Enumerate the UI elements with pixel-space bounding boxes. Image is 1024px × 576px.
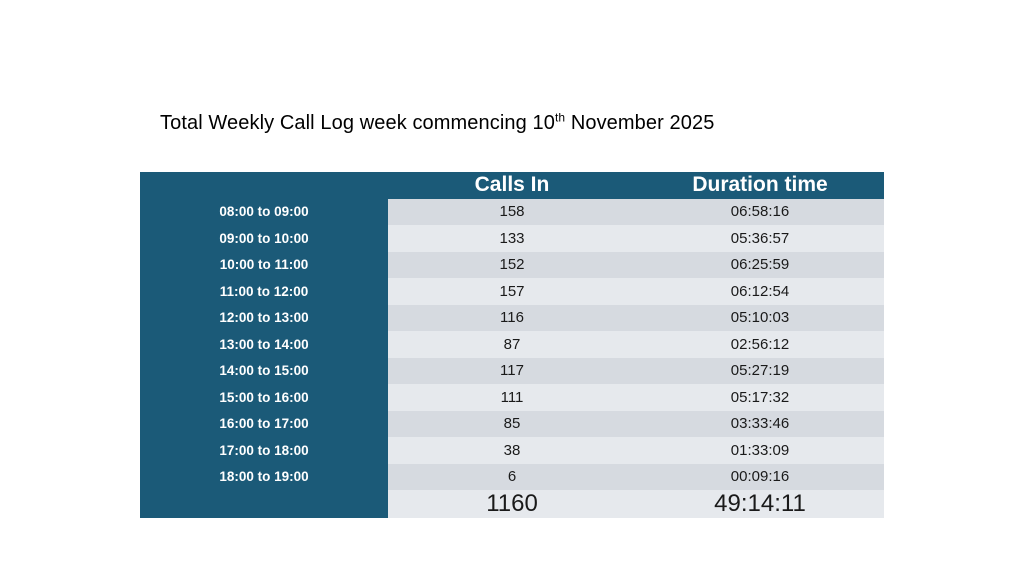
total-label [140,490,388,518]
row-calls-in: 152 [388,252,636,279]
row-duration: 06:25:59 [636,252,884,279]
total-calls-in: 1160 [388,490,636,518]
table-row [140,331,884,358]
column-header-time-range [140,172,388,199]
table-row [140,411,884,438]
row-label: 16:00 to 17:00 [140,411,388,438]
table-header-row [140,172,884,199]
row-calls-in: 85 [388,411,636,438]
call-log-table [140,172,884,518]
table-row [140,278,884,305]
table-body [140,199,884,519]
table-row [140,225,884,252]
page-title-prefix: Total Weekly Call Log week commencing 10 [160,112,555,134]
row-calls-in: 157 [388,278,636,305]
row-label: 13:00 to 14:00 [140,331,388,358]
row-duration: 01:33:09 [636,437,884,464]
table-row [140,384,884,411]
row-label: 18:00 to 19:00 [140,464,388,491]
row-duration: 05:17:32 [636,384,884,411]
row-calls-in: 38 [388,437,636,464]
row-calls-in: 117 [388,358,636,385]
table-row [140,252,884,279]
row-duration: 06:12:54 [636,278,884,305]
table-total-row [140,490,884,518]
column-header-calls-in: Calls In [388,172,636,199]
row-duration: 03:33:46 [636,411,884,438]
table-row [140,358,884,385]
row-calls-in: 158 [388,199,636,226]
row-label: 12:00 to 13:00 [140,305,388,332]
page-title [160,112,714,135]
row-label: 08:00 to 09:00 [140,199,388,226]
row-calls-in: 116 [388,305,636,332]
column-header-duration-time: Duration time [636,172,884,199]
table-row [140,199,884,226]
row-label: 09:00 to 10:00 [140,225,388,252]
table-row [140,437,884,464]
row-duration: 05:10:03 [636,305,884,332]
table-row [140,464,884,491]
row-calls-in: 133 [388,225,636,252]
table-header [140,172,884,199]
row-label: 14:00 to 15:00 [140,358,388,385]
row-label: 10:00 to 11:00 [140,252,388,279]
row-duration: 00:09:16 [636,464,884,491]
row-duration: 05:36:57 [636,225,884,252]
total-duration: 49:14:11 [636,490,884,518]
page-title-suffix: November 2025 [565,112,715,134]
row-label: 11:00 to 12:00 [140,278,388,305]
row-label: 15:00 to 16:00 [140,384,388,411]
row-label: 17:00 to 18:00 [140,437,388,464]
row-calls-in: 111 [388,384,636,411]
row-duration: 02:56:12 [636,331,884,358]
row-duration: 06:58:16 [636,199,884,226]
row-calls-in: 6 [388,464,636,491]
row-duration: 05:27:19 [636,358,884,385]
table-row [140,305,884,332]
row-calls-in: 87 [388,331,636,358]
page-title-ordinal: th [554,110,566,125]
